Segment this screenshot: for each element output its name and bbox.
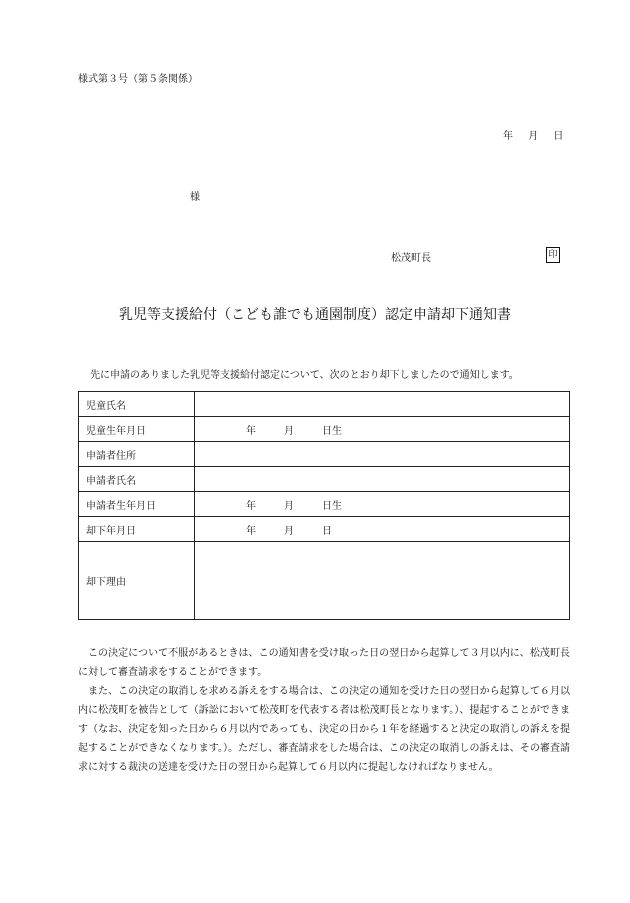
issue-date-day: 日 xyxy=(553,131,564,142)
month-unit: 月 xyxy=(284,425,294,437)
year-unit: 年 xyxy=(246,425,256,437)
table-row xyxy=(79,542,570,620)
document-title: 乳児等支援給付（こども誰でも通園制度）認定申請却下通知書 xyxy=(119,307,511,323)
row-value xyxy=(195,442,570,467)
month-unit: 月 xyxy=(284,500,294,512)
issue-date xyxy=(503,127,563,142)
row-label: 申請者住所 xyxy=(79,442,195,467)
issuer-name: 松茂町長 xyxy=(391,253,431,264)
table-row xyxy=(79,492,570,517)
day-unit: 日生 xyxy=(322,425,342,437)
note-paragraph: また、この決定の取消しを求める訴えをする場合は、この決定の通知を受けた日の翌日から起算して６月以内に松茂町を被告として（訴訟において松茂町を代表する者は松茂町長となります。）、提起することができます（なお、決定を知った日から６月以内であっても、決定の日から１年を経過すると決定の取消しの訴えを提起することができなくなります。）。ただし、審査請求をした場合は、この決定の取消しの訴えは、その審査請求に対する裁決の送達を受けた日の翌日から起算して６月以内に提起しなければなりません。 xyxy=(78,686,570,773)
row-label: 申請者氏名 xyxy=(79,467,195,492)
issue-date-month: 月 xyxy=(528,131,539,142)
day-unit: 日 xyxy=(322,525,332,537)
addressee-suffix: 様 xyxy=(190,192,200,203)
table-row xyxy=(79,467,570,492)
row-value xyxy=(195,492,570,517)
row-value xyxy=(195,542,570,620)
row-label: 却下年月日 xyxy=(79,517,195,542)
year-unit: 年 xyxy=(246,525,256,537)
row-value xyxy=(195,467,570,492)
month-unit: 月 xyxy=(284,525,294,537)
table-row xyxy=(79,392,570,417)
notes xyxy=(78,644,570,777)
record-table xyxy=(78,391,570,620)
day-unit: 日生 xyxy=(322,500,342,512)
row-label: 児童生年月日 xyxy=(79,417,195,442)
issue-date-year: 年 xyxy=(503,131,513,142)
row-value xyxy=(195,517,570,542)
intro-text: 先に申請のありました乳児等支援給付認定について、次のとおり却下しましたので通知します。 xyxy=(90,370,519,381)
form-number: 様式第３号（第５条関係） xyxy=(78,74,198,85)
note-paragraph: この決定について不服があるときは、この通知書を受け取った日の翌日から起算して３月以内に、松茂町長に対して審査請求をすることができます。 xyxy=(78,648,570,678)
table-row xyxy=(79,417,570,442)
year-unit: 年 xyxy=(246,500,256,512)
seal-mark: 印 xyxy=(546,247,560,263)
row-label: 児童氏名 xyxy=(79,392,195,417)
table-row xyxy=(79,517,570,542)
row-label: 申請者生年月日 xyxy=(79,492,195,517)
row-value xyxy=(195,392,570,417)
row-label: 却下理由 xyxy=(79,542,195,620)
table-row xyxy=(79,442,570,467)
row-value xyxy=(195,417,570,442)
